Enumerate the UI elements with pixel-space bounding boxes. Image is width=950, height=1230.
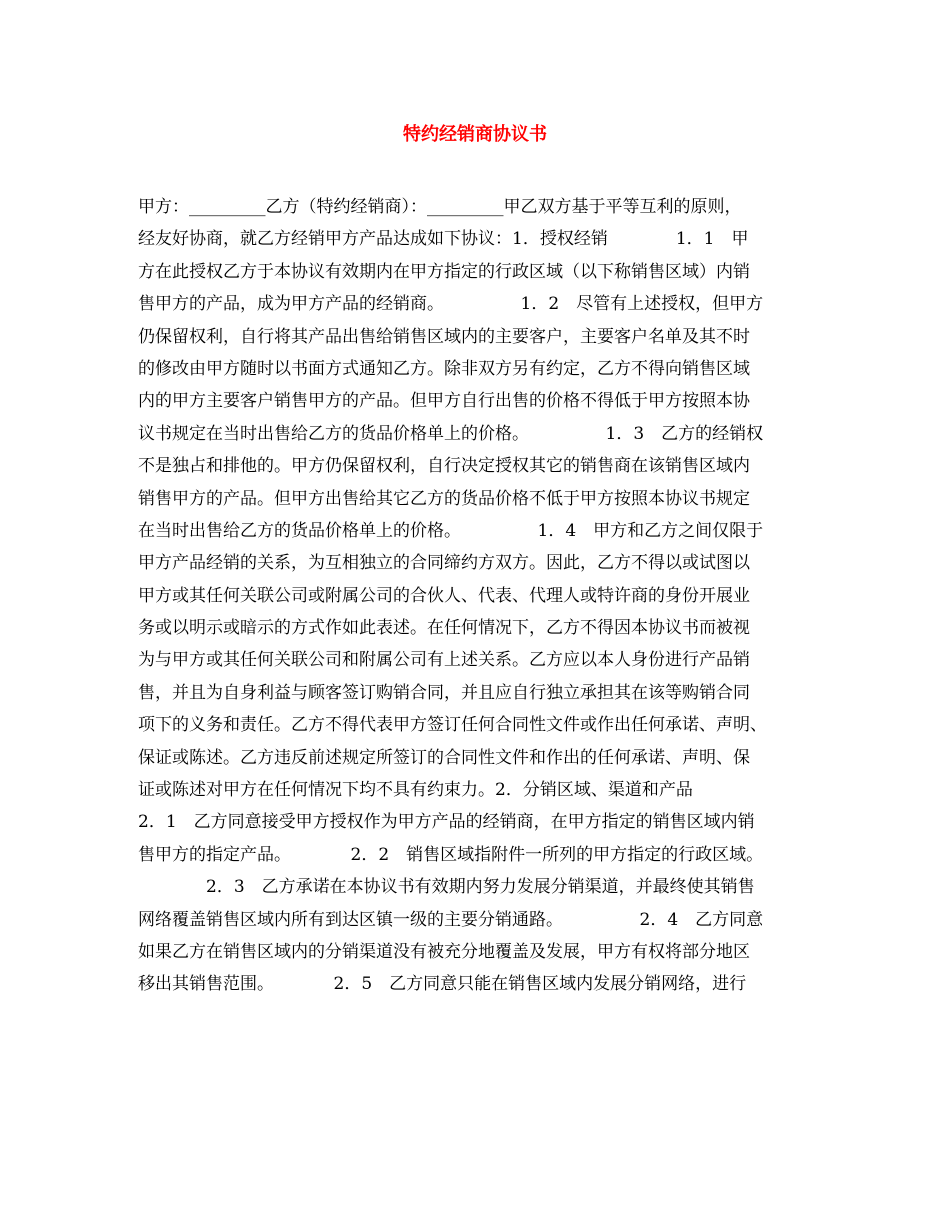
body-line: 移出其销售范围。 2．5 乙方同意只能在销售区域内发展分销网络，进行	[138, 974, 747, 995]
body-line: 如果乙方在销售区域内的分销渠道没有被充分地覆盖及发展，甲方有权将部分地区	[138, 941, 750, 962]
document-body	[138, 191, 824, 1001]
body-line: 2．3 乙方承诺在本协议书有效期内努力发展分销渠道，并最终使其销售	[138, 877, 755, 898]
body-line: 销售甲方的产品。但甲方出售给其它乙方的货品价格不低于甲方按照本协议书规定	[138, 488, 750, 509]
body-line: 议书规定在当时出售给乙方的货品价格单上的价格。 1．3 乙方的经销权	[138, 423, 764, 444]
body-line: 甲方：_________乙方（特约经销商）：_________甲乙双方基于平等互利的原则，	[138, 197, 742, 217]
body-line: 证或陈述对甲方在任何情况下均不具有约束力。2．分销区域、渠道和产品	[138, 780, 693, 801]
body-line: 2．1 乙方同意接受甲方授权作为甲方产品的经销商，在甲方指定的销售区域内销	[138, 812, 755, 833]
body-line: 为与甲方或其任何关联公司和附属公司有上述关系。乙方应以本人身份进行产品销	[138, 650, 750, 671]
body-line: 的修改由甲方随时以书面方式通知乙方。除非双方另有约定，乙方不得向销售区域	[138, 358, 750, 379]
body-line: 保证或陈述。乙方违反前述规定所签订的合同性文件和作出的任何承诺、声明、保	[138, 747, 750, 768]
body-line: 网络覆盖销售区域内所有到达区镇一级的主要分销通路。 2．4 乙方同意	[138, 909, 764, 930]
body-line: 售甲方的指定产品。 2．2 销售区域指附件一所列的甲方指定的行政区域。	[138, 844, 764, 865]
body-line: 内的甲方主要客户销售甲方的产品。但甲方自行出售的价格不得低于甲方按照本协	[138, 391, 750, 412]
body-line: 仍保留权利，自行将其产品出售给销售区域内的主要客户，主要客户名单及其不时	[138, 326, 750, 347]
body-line: 售，并且为自身利益与顾客签订购销合同，并且应自行独立承担其在该等购销合同	[138, 682, 750, 703]
body-line: 在当时出售给乙方的货品价格单上的价格。 1．4 甲方和乙方之间仅限于	[138, 520, 764, 541]
body-line: 不是独占和排他的。甲方仍保留权利，自行决定授权其它的销售商在该销售区域内	[138, 456, 750, 477]
document-title: 特约经销商协议书	[403, 124, 547, 145]
body-line: 甲方产品经销的关系，为互相独立的合同缔约方双方。因此，乙方不得以或试图以	[138, 553, 750, 574]
body-line: 务或以明示或暗示的方式作如此表述。在任何情况下，乙方不得因本协议书而被视	[138, 618, 750, 639]
body-line: 甲方或其任何关联公司或附属公司的合伙人、代表、代理人或特许商的身份开展业	[138, 585, 750, 606]
body-line: 售甲方的产品，成为甲方产品的经销商。 1．2 尽管有上述授权，但甲方	[138, 294, 764, 315]
body-line: 经友好协商，就乙方经销甲方产品达成如下协议：1．授权经销 1．1 甲	[138, 229, 749, 250]
body-line: 方在此授权乙方于本协议有效期内在甲方指定的行政区域（以下称销售区域）内销	[138, 261, 750, 282]
body-line: 项下的义务和责任。乙方不得代表甲方签订任何合同性文件或作出任何承诺、声明、	[138, 715, 767, 736]
